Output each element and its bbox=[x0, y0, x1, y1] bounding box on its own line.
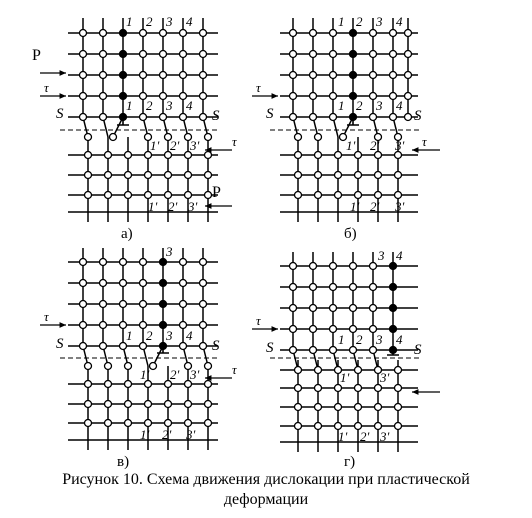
col-label: 2 bbox=[146, 14, 153, 29]
col-label: 1' bbox=[140, 367, 150, 382]
col-label: 1' bbox=[340, 370, 350, 385]
slip-plane-label-left: S bbox=[56, 336, 64, 352]
col-label: 2 bbox=[356, 14, 363, 29]
force-label: P bbox=[32, 47, 41, 64]
col-label: 3' bbox=[190, 367, 200, 382]
col-label: 3 bbox=[166, 98, 173, 113]
col-label: 2' bbox=[370, 138, 380, 153]
shear-label: τ bbox=[44, 309, 49, 324]
col-label: 3' bbox=[188, 199, 198, 214]
col-label: 2' bbox=[162, 427, 172, 442]
col-label: 3' bbox=[190, 138, 200, 153]
col-label: 1' bbox=[338, 429, 348, 444]
col-label: 1 bbox=[126, 98, 133, 113]
panel-b bbox=[252, 14, 440, 242]
panel-v bbox=[40, 244, 238, 470]
atoms bbox=[290, 30, 412, 199]
bottom-force-label: P bbox=[212, 184, 221, 201]
panel-sub-label: в) bbox=[117, 454, 130, 470]
shear-label-right: τ bbox=[232, 362, 237, 377]
col-label: 3 bbox=[166, 328, 173, 343]
col-label: 3' bbox=[395, 138, 405, 153]
figure-caption: Рисунок 10. Схема движения дислокации при пластической bbox=[62, 471, 470, 488]
col-label: 2' bbox=[168, 199, 178, 214]
figure-caption-continued: деформации bbox=[223, 491, 309, 508]
panel-sub-label: г) bbox=[344, 454, 356, 470]
shear-label: τ bbox=[44, 80, 49, 95]
col-label: 3' bbox=[395, 199, 405, 214]
col-label: 1 bbox=[126, 328, 133, 343]
col-label: 1 bbox=[126, 14, 133, 29]
col-label: 2 bbox=[146, 328, 153, 343]
slip-plane-label-right: S bbox=[212, 108, 220, 124]
col-label: 2 bbox=[356, 98, 363, 113]
col-label: 2 bbox=[356, 332, 363, 347]
col-label: 4 bbox=[186, 14, 193, 29]
slip-plane-label-left: S bbox=[56, 106, 64, 122]
col-label: 1' bbox=[150, 138, 160, 153]
slip-plane-label-left: S bbox=[266, 106, 274, 122]
dislocation-symbol bbox=[157, 346, 169, 353]
shear-label: τ bbox=[256, 80, 261, 95]
slip-plane-label-right: S bbox=[414, 342, 422, 358]
panel-g bbox=[252, 248, 440, 470]
col-label: 1' bbox=[350, 199, 360, 214]
panel-a bbox=[32, 14, 238, 242]
atoms bbox=[80, 30, 212, 199]
col-label: 2' bbox=[170, 367, 180, 382]
col-label: 4 bbox=[396, 332, 403, 347]
col-label: 4 bbox=[186, 98, 193, 113]
slip-plane-label-right: S bbox=[212, 338, 220, 354]
col-label: 1 bbox=[338, 14, 345, 29]
col-label: 3 bbox=[376, 98, 383, 113]
col-label: 1' bbox=[140, 427, 150, 442]
shear-label-right: τ bbox=[422, 134, 427, 149]
panel-sub-label: б) bbox=[344, 226, 357, 242]
col-label: 3 bbox=[376, 332, 383, 347]
slip-plane-label-left: S bbox=[266, 340, 274, 356]
shear-label: τ bbox=[256, 313, 261, 328]
dislocation-symbol bbox=[387, 348, 399, 355]
col-label: 1' bbox=[346, 138, 356, 153]
col-label: 3' bbox=[380, 429, 390, 444]
col-label: 3 bbox=[166, 14, 173, 29]
col-label: 1 bbox=[338, 98, 345, 113]
col-label: 3 bbox=[166, 244, 173, 259]
col-label: 3 bbox=[378, 248, 385, 263]
col-label: 3' bbox=[380, 370, 390, 385]
col-label: 3' bbox=[186, 427, 196, 442]
col-label: 4 bbox=[396, 248, 403, 263]
col-label: 2' bbox=[360, 429, 370, 444]
col-label: 1' bbox=[148, 199, 158, 214]
col-label: 2' bbox=[170, 138, 180, 153]
col-label: 4 bbox=[396, 98, 403, 113]
col-label: 1 bbox=[338, 332, 345, 347]
col-label: 2' bbox=[370, 199, 380, 214]
col-label: 3 bbox=[376, 14, 383, 29]
col-label: 4 bbox=[396, 14, 403, 29]
lattice-lower bbox=[280, 350, 418, 452]
col-label: 2 bbox=[146, 98, 153, 113]
panel-sub-label: а) bbox=[121, 226, 133, 242]
shear-label-right: τ bbox=[232, 134, 237, 149]
slip-plane-label-right: S bbox=[414, 108, 422, 124]
col-label: 4 bbox=[186, 328, 193, 343]
